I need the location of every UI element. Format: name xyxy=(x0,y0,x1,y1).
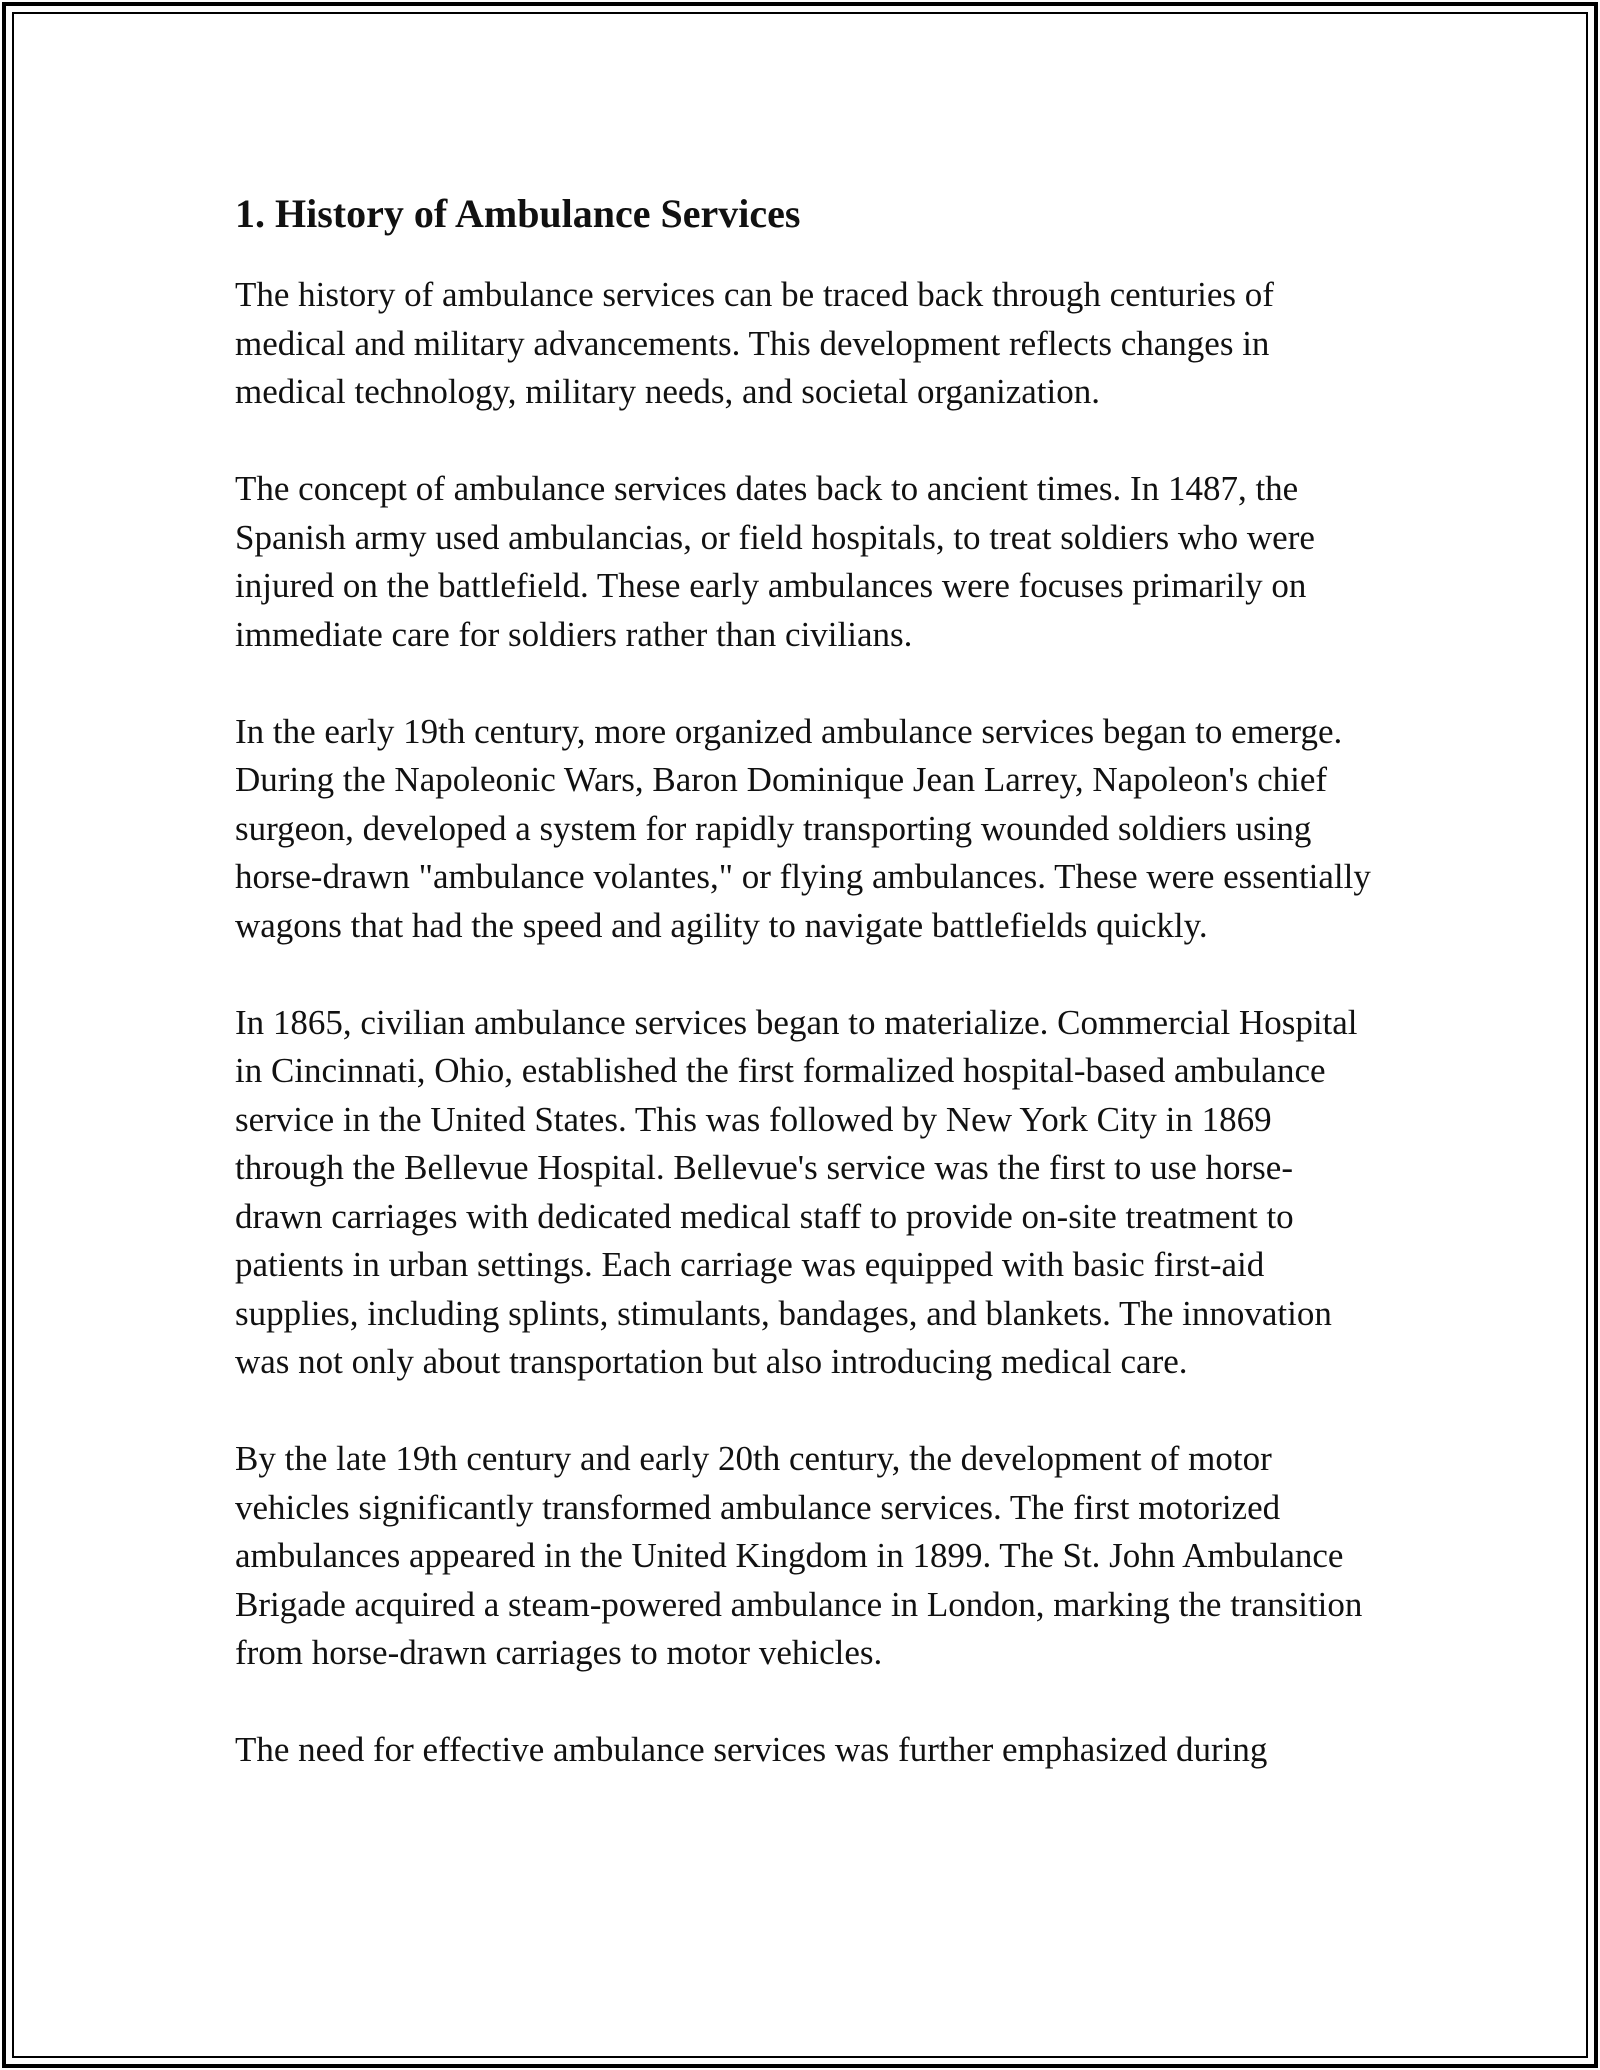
paragraph-continuation: The need for effective ambulance services was further emphasized during xyxy=(235,1730,1268,1769)
paragraph-motor-vehicles: By the late 19th century and early 20th century, the development of motor vehicles significantly transformed ambulance services. The first motorized ambulances appeared in the United Kingdom in 1899. The St. John Ambulance Brigade acquired a steam-powered ambulance in London, marking the transition from horse-drawn carriages to motor vehicles. xyxy=(235,1439,1363,1672)
document-body xyxy=(235,185,1375,1823)
section-heading: 1. History of Ambulance Services xyxy=(235,191,801,236)
paragraph-civilian-services: In 1865, civilian ambulance services began to materialize. Commercial Hospital in Cincinnati, Ohio, established the first formalized hospital-based ambulance service in the United States. This was followed by New York City in 1869 through the Bellevue Hospital. Bellevue's service was the first to use horse-drawn carriages with dedicated medical staff to provide on-site treatment to patients in urban settings. Each carriage was equipped with basic first-aid supplies, including splints, stimulants, bandages, and blankets. The innovation was not only about transportation but also introducing medical care. xyxy=(235,1002,1358,1381)
paragraph-ancient-origins: The concept of ambulance services dates back to ancient times. In 1487, the Spanish army used ambulancias, or field hospitals, to treat soldiers who were injured on the battlefield. These early ambulances were focuses primarily on immediate care for soldiers rather than civilians. xyxy=(235,469,1315,654)
paragraph-intro: The history of ambulance services can be traced back through centuries of medical and military advancements. This development reflects changes in medical technology, military needs, and societal organization. xyxy=(235,275,1274,411)
paragraph-napoleonic-era: In the early 19th century, more organized ambulance services began to emerge. During the Napoleonic Wars, Baron Dominique Jean Larrey, Napoleon's chief surgeon, developed a system for rapidly transporting wounded soldiers using horse-drawn "ambulance volantes," or flying ambulances. These were essentially wagons that had the speed and agility to navigate battlefields quickly. xyxy=(235,711,1371,945)
